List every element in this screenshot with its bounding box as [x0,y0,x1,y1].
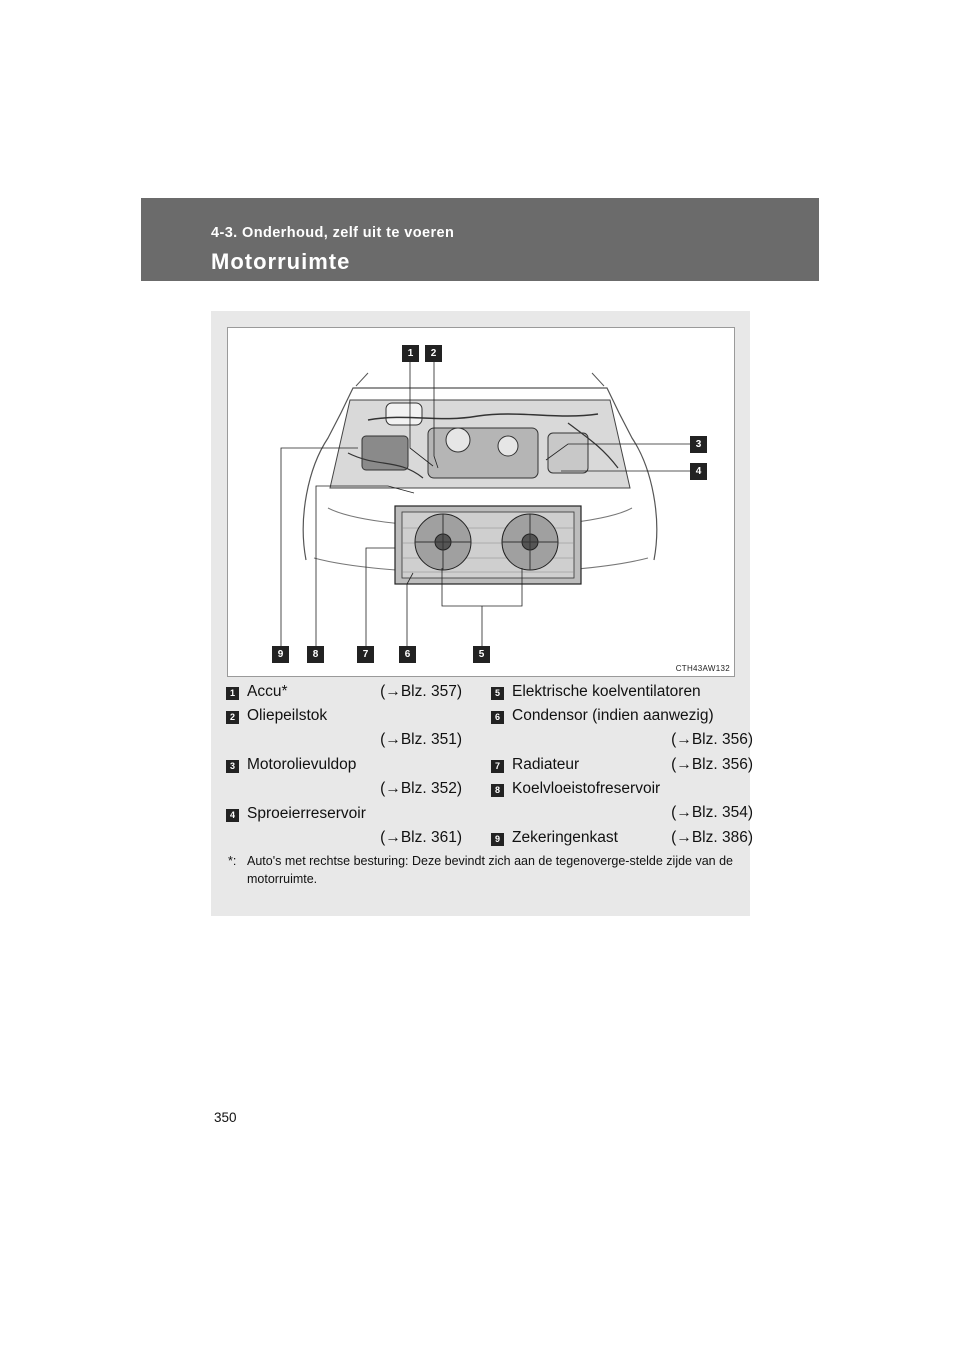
legend-item [491,829,753,851]
legend-label: Sproeierreservoir [247,805,366,822]
page-title: Motorruimte [211,249,351,274]
legend-label: Elektrische koelventilatoren [512,683,701,700]
callout-4: 4 [690,463,707,480]
legend-number: 1 [226,687,239,700]
page-reference: (→Blz. 351) [380,731,462,748]
legend-label: Oliepeilstok [247,707,328,724]
legend-item [226,756,462,797]
legend-label: Motorolievuldop [247,756,357,773]
legend-label: Radiateur [512,756,580,773]
page-reference: (→Blz. 356) [671,731,753,748]
illustration-panel [211,311,753,916]
footnote-marker: *: [228,854,237,868]
legend-label: Accu* [247,683,288,700]
legend-item [491,683,753,705]
legend-item [226,805,462,846]
legend-number: 7 [491,760,504,773]
legend-number: 5 [491,687,504,700]
page-reference: (→Blz. 357) [380,683,462,700]
page-reference: (→Blz. 354) [671,804,753,821]
engine-illustration [227,327,735,677]
legend-label: Zekeringenkast [512,829,618,846]
legend-item [226,683,462,705]
section-header [141,198,819,281]
page-number: 350 [214,1110,237,1125]
callout-5: 5 [473,646,490,663]
callout-6: 6 [399,646,416,663]
page-reference: (→Blz. 356) [671,756,753,773]
legend-number: 2 [226,711,239,724]
legend-number: 8 [491,784,504,797]
callout-7: 7 [357,646,374,663]
legend-item [491,756,753,778]
callout-8: 8 [307,646,324,663]
footnote-text: Auto's met rechtse besturing: Deze bevindt zich aan de tegenoverge-stelde zijde van de motorruimte. [247,854,734,886]
legend-number: 3 [226,760,239,773]
engine-drawing [228,328,734,676]
callout-2: 2 [425,345,442,362]
callout-1: 1 [402,345,419,362]
callout-9: 9 [272,646,289,663]
footnote [228,852,733,888]
legend-item [226,707,462,748]
legend-number: 9 [491,833,504,846]
legend-label: Condensor (indien aanwezig) [512,707,714,724]
page-reference: (→Blz. 352) [380,780,462,797]
legend-number: 4 [226,809,239,822]
legend-item [491,780,753,821]
page-reference: (→Blz. 361) [380,829,462,846]
legend-item [491,707,753,748]
section-label: 4-3. Onderhoud, zelf uit te voeren [211,225,455,241]
page-reference: (→Blz. 386) [671,829,753,846]
callout-3: 3 [690,436,707,453]
legend-number: 6 [491,711,504,724]
legend-label: Koelvloeistofreservoir [512,780,661,797]
figure-code: CTH43AW132 [675,664,730,673]
